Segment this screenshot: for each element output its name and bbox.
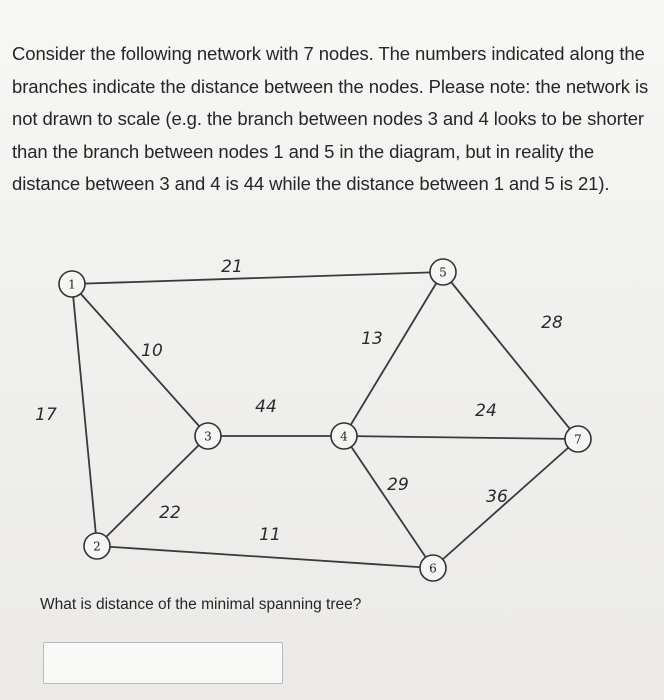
edge-label-6-7: 36 (486, 487, 508, 507)
edge-label-4-7: 24 (475, 401, 497, 421)
node-label-5: 5 (439, 265, 447, 280)
edge-1-5 (72, 272, 443, 284)
node-4 (331, 423, 357, 449)
edge-label-1-2: 17 (35, 405, 57, 425)
network-diagram (0, 240, 664, 590)
edge-3-2 (97, 436, 208, 546)
edge-4-6 (344, 436, 433, 568)
node-2 (84, 533, 110, 559)
edge-label-5-7: 28 (541, 313, 563, 333)
answer-input[interactable] (43, 642, 283, 684)
edge-label-3-4: 44 (255, 397, 277, 417)
node-label-2: 2 (93, 539, 101, 554)
edge-label-3-2: 22 (159, 503, 181, 523)
node-label-4: 4 (340, 429, 348, 444)
node-1 (59, 271, 85, 297)
edge-5-4 (344, 272, 443, 436)
edge-2-6 (97, 546, 433, 568)
node-5 (430, 259, 456, 285)
edge-label-2-6: 11 (259, 525, 281, 545)
node-label-7: 7 (574, 432, 582, 447)
edge-label-5-4: 13 (361, 329, 383, 349)
node-label-6: 6 (429, 561, 437, 576)
node-6 (420, 555, 446, 581)
edge-1-3 (72, 284, 208, 436)
edge-1-2 (72, 284, 97, 546)
edge-label-1-3: 10 (141, 341, 163, 361)
node-label-3: 3 (204, 429, 212, 444)
edge-label-4-6: 29 (387, 475, 409, 495)
node-label-1: 1 (68, 277, 76, 292)
question-text: What is distance of the minimal spanning tree? (40, 596, 362, 613)
node-3 (195, 423, 221, 449)
node-7 (565, 426, 591, 452)
problem-statement: Consider the following network with 7 nodes. The numbers indicated along the branches indicate the distance between the nodes. Please note: the network is not drawn to scale (e.g. the branch between nodes 3 and 4 looks to be shorter than the branch between nodes 1 and 5 in the diagram, but in reality the distance between 3 and 4 is 44 while the distance between 1 and 5 is 21). (12, 43, 649, 194)
edge-label-1-5: 21 (221, 257, 243, 277)
edge-4-7 (344, 436, 578, 439)
edge-5-7 (443, 272, 578, 439)
